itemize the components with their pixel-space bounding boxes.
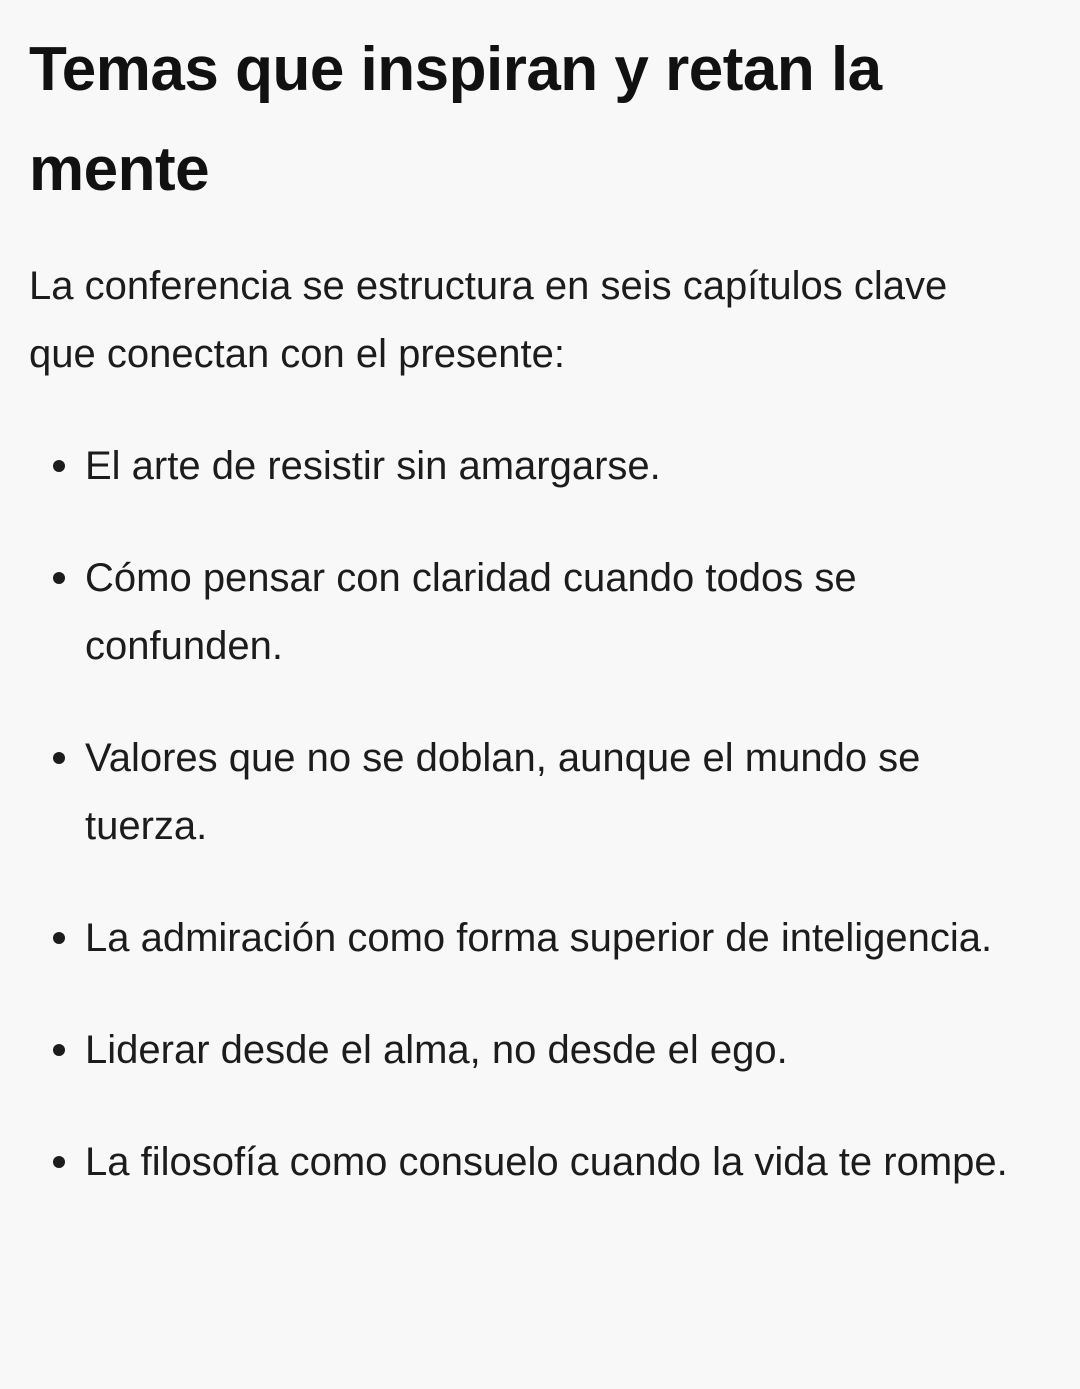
list-item	[29, 904, 1010, 972]
bullet-icon	[53, 1156, 65, 1168]
intro-paragraph: La conferencia se estructura en seis capítulos clave que conectan con el presente:	[29, 264, 948, 376]
bullet-icon	[53, 932, 65, 944]
list-item	[29, 544, 1010, 680]
list-item	[29, 724, 1010, 860]
list-item-text: La admiración como forma superior de inteligencia.	[85, 916, 993, 960]
list-item-text: Cómo pensar con claridad cuando todos se confunden.	[85, 556, 857, 668]
list-item	[29, 432, 1010, 500]
list-item-text: El arte de resistir sin amargarse.	[85, 444, 661, 488]
bullet-icon	[53, 460, 65, 472]
bullet-icon	[53, 1044, 65, 1056]
section-heading: Temas que inspiran y retan la mente	[29, 35, 882, 204]
topics-list	[29, 432, 1010, 1196]
list-item-text: Valores que no se doblan, aunque el mundo se tuerza.	[85, 736, 921, 848]
list-item-text: La filosofía como consuelo cuando la vida te rompe.	[85, 1140, 1008, 1184]
list-item	[29, 1128, 1010, 1196]
bullet-icon	[53, 752, 65, 764]
list-item-text: Liderar desde el alma, no desde el ego.	[85, 1028, 788, 1072]
bullet-icon	[53, 572, 65, 584]
list-item	[29, 1016, 1010, 1084]
